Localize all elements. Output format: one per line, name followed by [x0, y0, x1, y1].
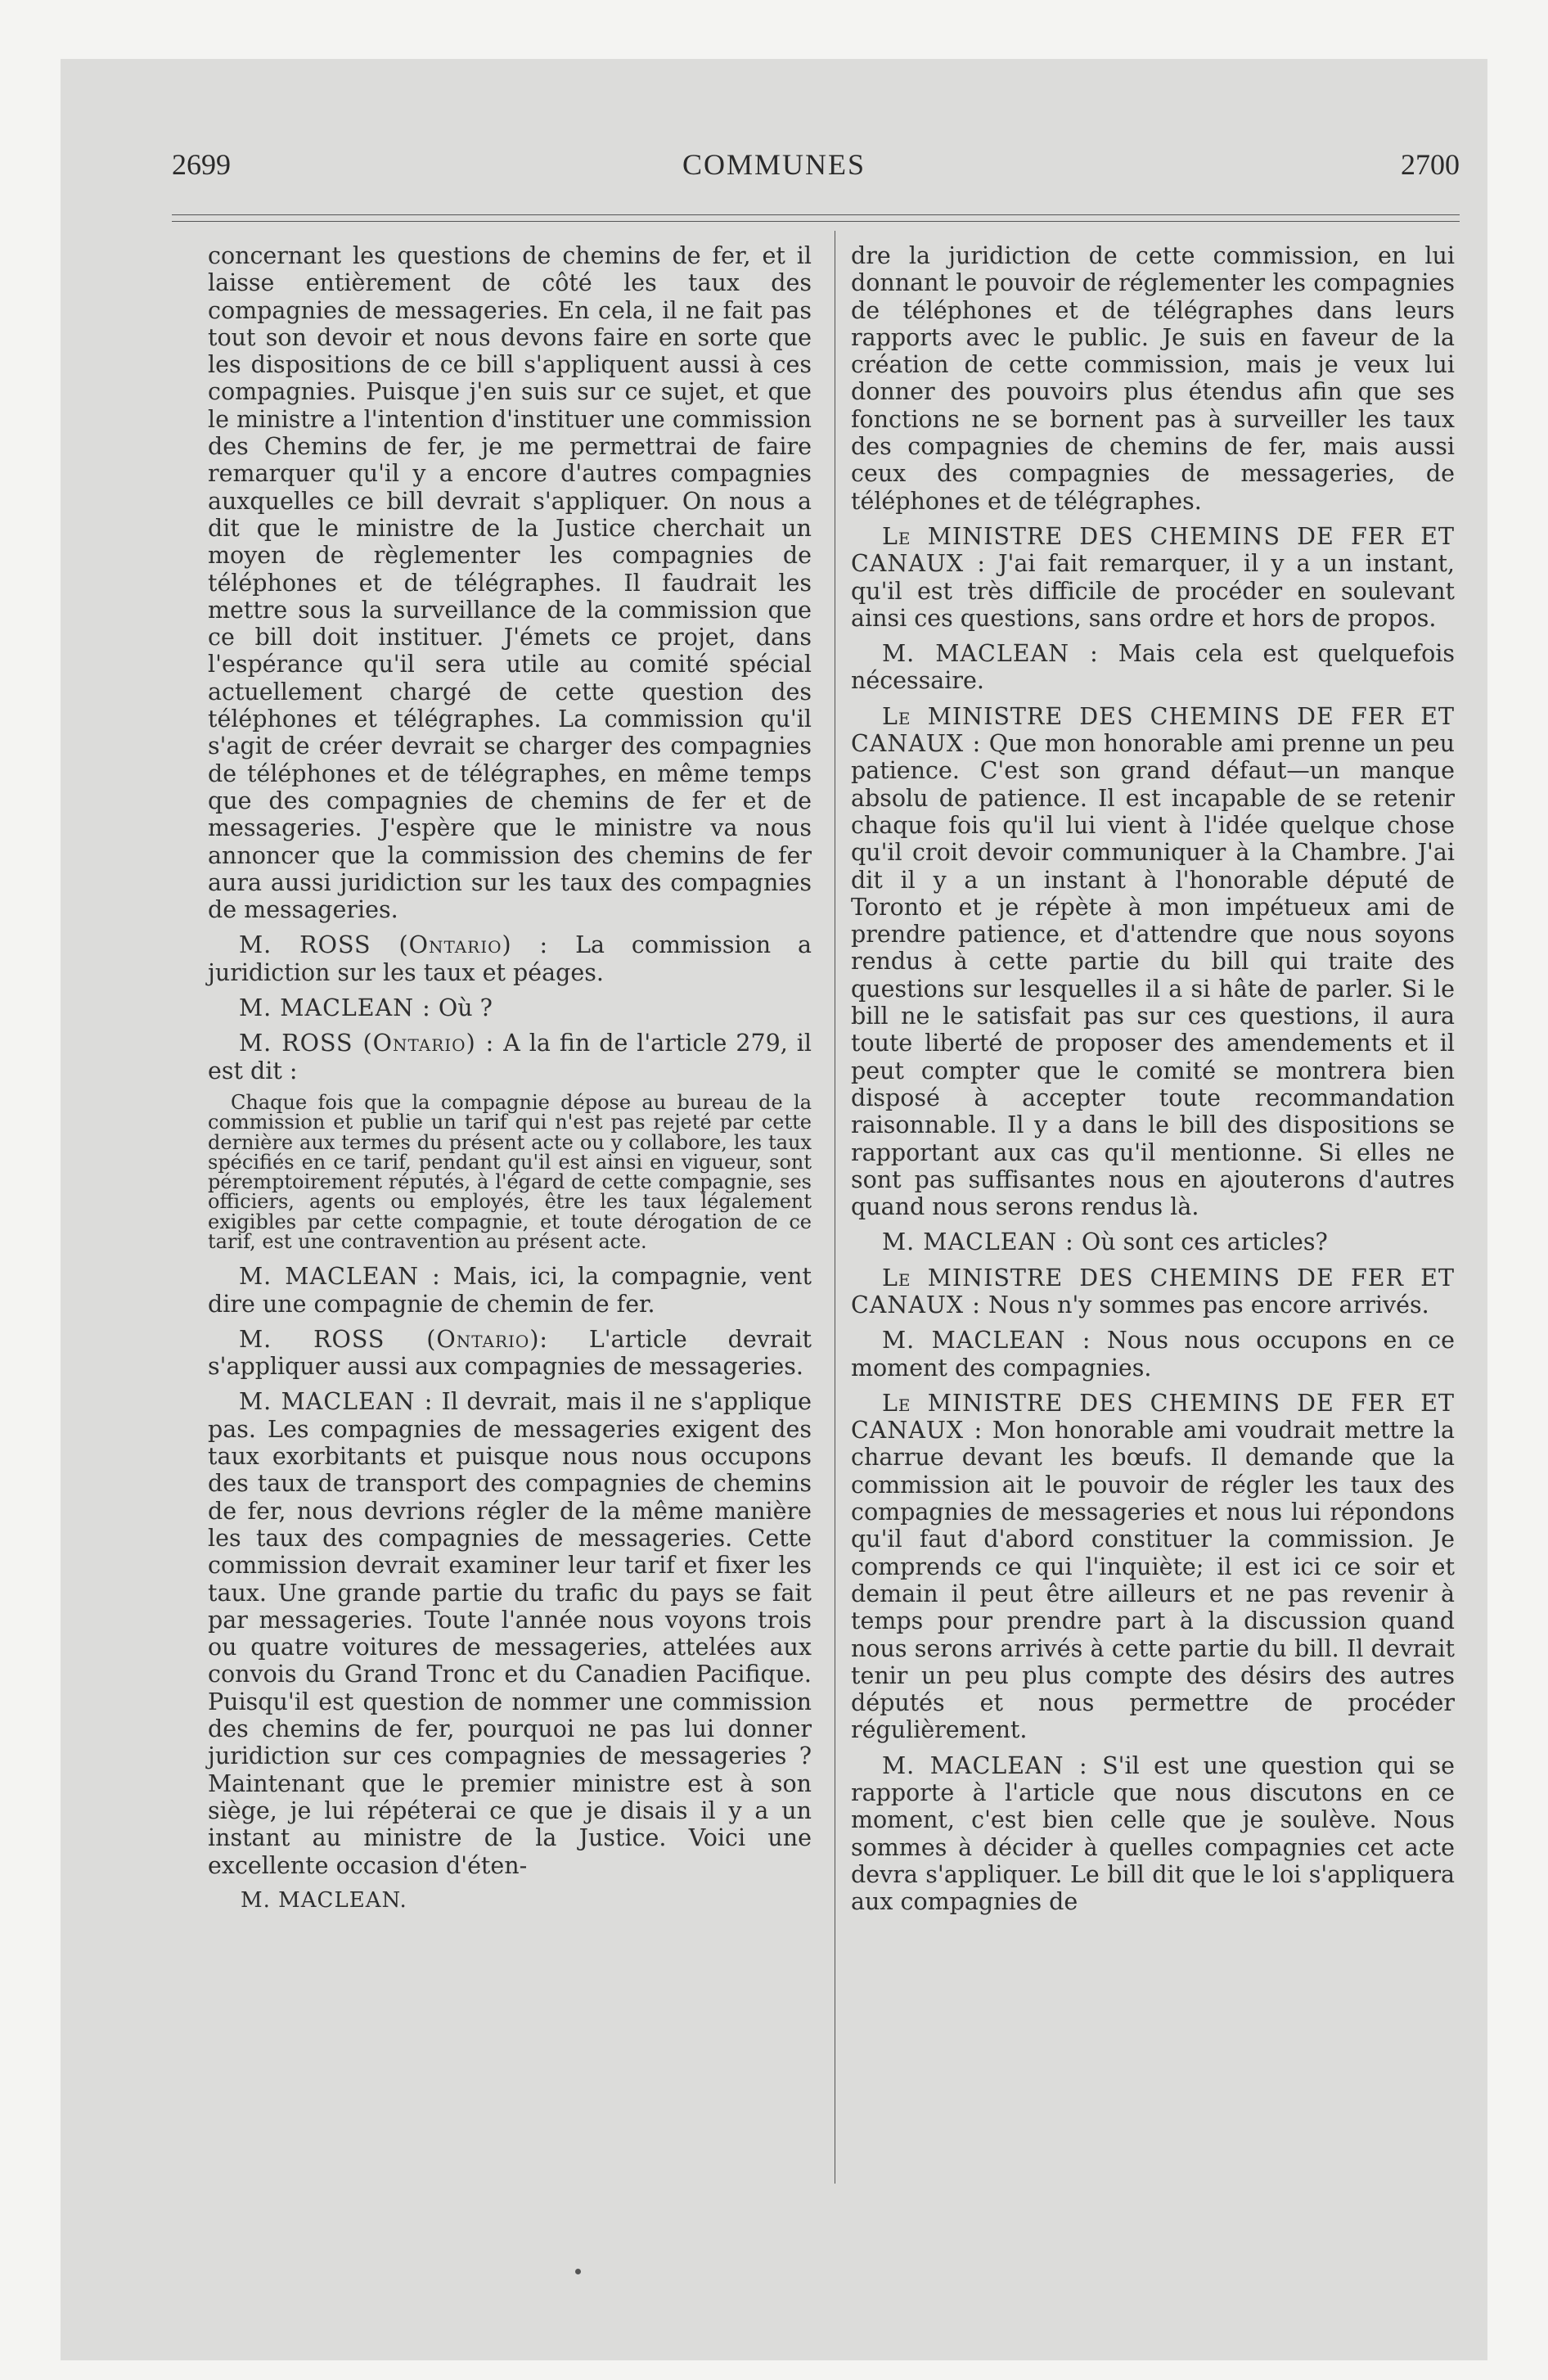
paragraph-text: L'article devrait s'appliquer aussi aux compagnies de messageries.	[208, 1325, 812, 1381]
paragraph-text: Mon honorable ami voudrait mettre la charrue devant les bœufs. Il demande que la commission ait le pouvoir de régler les taux des compagnies de messageries et nous lui répondons qu'il faut d'abord constituer la commission. Je comprends ce qui l'inquiète; il est ici ce soir et demain il peut être ailleurs et ne pas revenir à temps pour prendre part à la discussion quand nous serons arrivés à cette partie du bill. Il devrait tenir un peu plus compte des désirs des autres députés et nous permettre de procéder régulièrement.	[851, 1417, 1455, 1744]
speaker-name: Le MINISTRE DES CHEMINS DE FER ET CANAUX :	[851, 522, 1455, 578]
paragraph	[851, 1327, 1455, 1382]
speaker-signature	[208, 1887, 812, 1914]
right-column	[851, 242, 1455, 1924]
paragraph	[851, 640, 1455, 695]
speaker-name: Le MINISTRE DES CHEMINS DE FER ET CANAUX :	[851, 1389, 1455, 1445]
paragraph	[208, 994, 812, 1021]
paragraph-text: Où sont ces articles?	[1073, 1228, 1328, 1256]
paragraph-text: Nous n'y sommes pas encore arrivés.	[980, 1291, 1429, 1318]
paragraph-text: dre la juridiction de cette commission, en lui donnant le pouvoir de réglementer les compagnies de téléphones et de télégraphes dans leurs rapports avec le public. Je suis en faveur de la création de cette commission, mais je veux lui donner des pouvoirs plus étendus afin que ses fonctions ne se bornent pas à surveiller les taux des compagnies de chemins de fer, mais aussi ceux des compagnies de messageries, de téléphones et de télégraphes.	[851, 242, 1455, 515]
right-page-number: 2700	[1401, 148, 1460, 181]
speaker-name: Le MINISTRE DES CHEMINS DE FER ET CANAUX :	[851, 1264, 1455, 1318]
speaker-name: M. MACLEAN :	[239, 994, 431, 1022]
paragraph-text: Où ?	[430, 994, 493, 1022]
paragraph-text: A la fin de l'article 279, il est dit :	[208, 1030, 812, 1084]
paragraph-text: La commission a juridiction sur les taux et péages.	[208, 931, 812, 986]
speaker-name: M. MACLEAN :	[882, 1327, 1091, 1355]
paragraph	[208, 1263, 812, 1318]
paragraph-text: Que mon honorable ami prenne un peu patience. C'est son grand défaut—un manque absolu de patience. Il est incapable de se retenir chaque fois qu'il lui vient à l'idée quelque chose qu'il croit devoir communiquer à la Chambre. J'ai dit il y a un instant à l'honorable député de Toronto et je répète à mon impétueux ami de prendre patience, et d'attendre que nous soyons rendus à cette partie du bill qui traite des questions sur lesquelles il a si hâte de parler. Si le bill ne le satisfait pas sur ces questions, il aura toute liberté de proposer des amendements et il peut compter que le comité se montrera bien disposé à accepter toute recommandation raisonnable. Il y a dans le bill des dispositions se rapportant aux cas qu'il mentionne. Si elles ne sont pas suffisantes nous en ajouterons d'autres quand nous serons rendus là.	[851, 730, 1455, 1221]
speaker-name: Le MINISTRE DES CHEMINS DE FER ET CANAUX :	[851, 702, 1455, 758]
left-column	[208, 242, 812, 1922]
quoted-article	[208, 1090, 812, 1253]
paragraph-text: Nous nous occupons en ce moment des compagnies.	[851, 1327, 1455, 1382]
paragraph	[851, 703, 1455, 1221]
header-rule-top	[172, 214, 1460, 215]
speaker-name: M. MACLEAN :	[882, 1751, 1088, 1779]
speaker-name: M. MACLEAN :	[882, 640, 1099, 668]
speaker-name: M. MACLEAN :	[239, 1263, 441, 1291]
paragraph	[851, 1752, 1455, 1916]
page-header-title: COMMUNES	[682, 148, 866, 181]
paragraph-text: Mais, ici, la compagnie, vent dire une compagnie de chemin de fer.	[208, 1263, 812, 1318]
paragraph	[208, 1326, 812, 1381]
paragraph-text: Chaque fois que la compagnie dépose au bureau de la commission et publie un tarif qui n'est pas rejeté par cette dernière aux termes du présent acte ou y collabore, les taux spécifiés en ce tarif, pendant qu'il est ainsi en vigueur, sont péremptoirement réputés, à l'égard de cette compagnie, ses officiers, agents ou employés, être les taux légalement exigibles par cette compagnie, et toute dérogation de ce tarif, est une contravention au présent acte.	[208, 1090, 812, 1253]
paragraph	[851, 1390, 1455, 1744]
speaker-name: M. MACLEAN :	[882, 1228, 1074, 1256]
paragraph	[851, 523, 1455, 632]
scan-speck	[575, 2269, 581, 2274]
speaker-name: M. ROSS (Ontario) :	[239, 1030, 495, 1057]
header-rule-bottom	[172, 221, 1460, 222]
paragraph-text: M. MACLEAN.	[241, 1887, 407, 1913]
paragraph-text: S'il est une question qui se rapporte à l'article que nous discutons en ce moment, c'est bien celle que je soulève. Nous sommes à décider à quelles compagnies cet acte devra s'appliquer. Le bill dit que le loi s'appliquera aux compagnies de	[851, 1751, 1455, 1916]
left-page-number: 2699	[172, 148, 231, 181]
paragraph	[208, 242, 812, 923]
paragraph	[208, 1030, 812, 1084]
paragraph	[851, 1228, 1455, 1255]
paragraph-text: J'ai fait remarquer, il y a un instant, qu'il est très difficile de procéder en soulevant ainsi ces questions, sans ordre et hors de propos.	[851, 550, 1455, 632]
speaker-name: M. ROSS (Ontario) :	[239, 931, 549, 959]
paragraph-text: concernant les questions de chemins de fer, et il laisse entièrement de côté les taux des compagnies de messageries. En cela, il ne fait pas tout son devoir et nous devons faire en sorte que les dispositions de ce bill s'appliquent aussi à ces compagnies. Puisque j'en suis sur ce sujet, et que le ministre a l'intention d'instituer une commission des Chemins de fer, je me permettrai de faire remarquer qu'il y a encore d'autres compagnies auxquelles ce bill devrait s'appliquer. On nous a dit que le ministre de la Justice cherchait un moyen de règlementer les compagnies de téléphones et de télégraphes. Il faudrait les mettre sous la surveillance de la commission que ce bill doit instituer. J'émets ce projet, dans l'espérance qu'il sera utile au comité spécial actuellement chargé de cette question des téléphones et télégraphes. La commission qu'il s'agit de créer devrait se charger des compagnies de téléphones et de télégraphes, en même temps que des compagnies de chemins de fer et de messageries. J'espère que le ministre va nous annoncer que la commission des chemins de fer aura aussi juridiction sur les taux des compagnies de messageries.	[208, 242, 812, 924]
paragraph	[851, 242, 1455, 515]
paragraph	[208, 1388, 812, 1878]
paragraph	[208, 931, 812, 986]
paragraph	[851, 1264, 1455, 1319]
speaker-name: M. MACLEAN :	[239, 1388, 434, 1416]
speaker-name: M. ROSS (Ontario):	[239, 1325, 549, 1353]
paragraph-text: Mais cela est quelquefois nécessaire.	[851, 640, 1455, 695]
paragraph-text: Il devrait, mais il ne s'applique pas. Les compagnies de messageries exigent des taux exorbitants et puisque nous nous occupons des taux de transport des compagnies de chemins de fer, nous devrions régler de la même manière les taux des compagnies de messageries. Cette commission devrait examiner leur tarif et fixer les taux. Une grande partie du trafic du pays se fait par messageries. Toute l'année nous voyons trois ou quatre voitures de messageries, attelées aux convois du Grand Tronc et du Canadien Pacifique. Puisqu'il est question de nommer une commission des chemins de fer, pourquoi ne pas lui donner juridiction sur ces compagnies de messageries ? Maintenant que le premier ministre est à son siège, je lui répéterai ce que je disais il y a un instant au ministre de la Justice. Voici une excellente occasion d'éten-	[208, 1388, 812, 1879]
